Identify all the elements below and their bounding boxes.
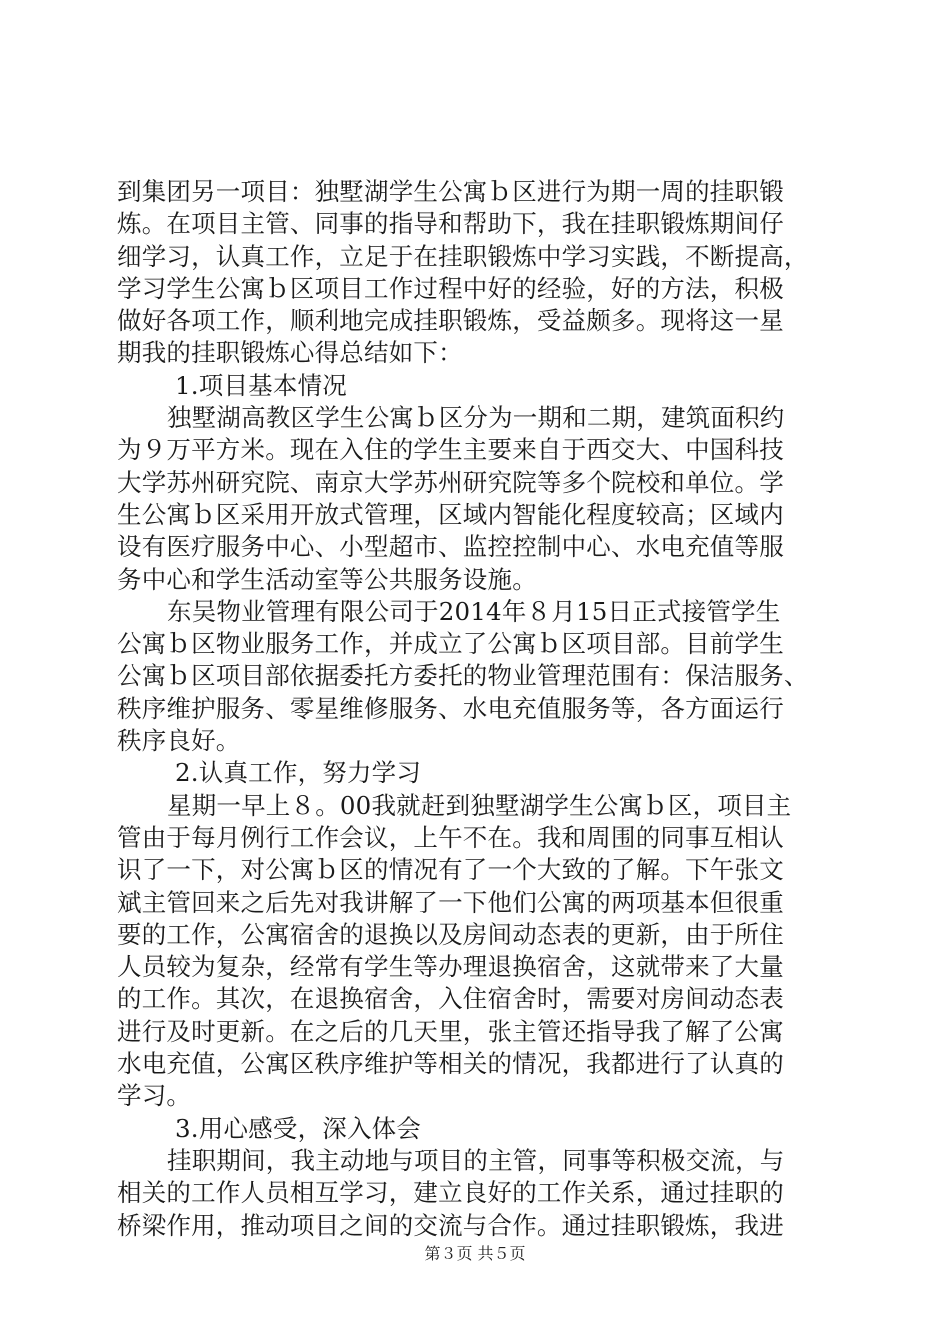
body-line: 桥梁作用，推动项目之间的交流与合作。通过挂职锻炼，我进: [117, 1210, 784, 1240]
body-line: 挂职期间，我主动地与项目的主管，同事等积极交流，与: [167, 1145, 785, 1175]
document-body: [117, 176, 837, 1242]
body-line: 到集团另一项目：独墅湖学生公寓ｂ区进行为期一周的挂职锻: [117, 177, 784, 206]
body-line: 东吴物业管理有限公司于2014年８月15日正式接管学生: [167, 596, 781, 626]
body-line: 要的工作，公寓宿舍的退换以及房间动态表的更新，由于所住: [117, 919, 784, 949]
section-heading: 3.用心感受，深入体会: [175, 1113, 422, 1143]
body-line: 大学苏州研究院、南京大学苏州研究院等多个院校和单位。学: [117, 467, 784, 497]
body-line: 管由于每月例行工作会议，上午不在。我和周围的同事互相认: [117, 822, 784, 852]
body-line: 公寓ｂ区物业服务工作，并成立了公寓ｂ区项目部。目前学生: [117, 629, 784, 659]
body-line: 期我的挂职锻炼心得总结如下：: [117, 338, 463, 368]
section-heading: 1.项目基本情况: [175, 370, 347, 400]
body-line: 人员较为复杂，经常有学生等办理退换宿舍，这就带来了大量: [117, 952, 784, 982]
body-line: 的工作。其次，在退换宿舍，入住宿舍时，需要对房间动态表: [117, 984, 784, 1014]
body-line: 学习。: [117, 1081, 192, 1111]
page-number-footer: 第３页 共５页: [424, 1244, 526, 1263]
body-line: 进行及时更新。在之后的几天里，张主管还指导我了解了公寓: [117, 1016, 784, 1046]
body-line: 斌主管回来之后先对我讲解了一下他们公寓的两项基本但很重: [117, 887, 784, 917]
section-heading: 2.认真工作，努力学习: [175, 758, 422, 788]
body-line: 星期一早上８。00我就赶到独墅湖学生公寓ｂ区，项目主: [167, 790, 792, 820]
body-line: 识了一下，对公寓ｂ区的情况有了一个大致的了解。下午张文: [117, 855, 784, 885]
body-line: 务中心和学生活动室等公共服务设施。: [117, 564, 537, 594]
body-line: 炼。在项目主管、同事的指导和帮助下，我在挂职锻炼期间仔: [117, 209, 784, 239]
body-line: 独墅湖高教区学生公寓ｂ区分为一期和二期，建筑面积约: [167, 403, 785, 433]
body-line: 为９万平方米。现在入住的学生主要来自于西交大、中国科技: [117, 435, 784, 465]
body-line: 水电充值，公寓区秩序维护等相关的情况，我都进行了认真的: [117, 1049, 784, 1079]
body-line: 设有医疗服务中心、小型超市、监控控制中心、水电充值等服: [117, 532, 784, 562]
body-line: 相关的工作人员相互学习，建立良好的工作关系，通过挂职的: [117, 1178, 784, 1208]
body-line: 做好各项工作，顺利地完成挂职锻炼，受益颇多。现将这一星: [117, 306, 784, 336]
body-line: 秩序良好。: [117, 726, 241, 756]
body-line: 细学习，认真工作，立足于在挂职锻炼中学习实践，不断提高，: [117, 241, 809, 271]
body-line: 学习学生公寓ｂ区项目工作过程中好的经验，好的方法，积极: [117, 273, 784, 303]
body-line: 秩序维护服务、零星维修服务、水电充值服务等，各方面运行: [117, 693, 784, 723]
body-line: 生公寓ｂ区采用开放式管理，区域内智能化程度较高；区域内: [117, 499, 784, 529]
body-line: 公寓ｂ区项目部依据委托方委托的物业管理范围有：保洁服务、: [117, 661, 809, 691]
